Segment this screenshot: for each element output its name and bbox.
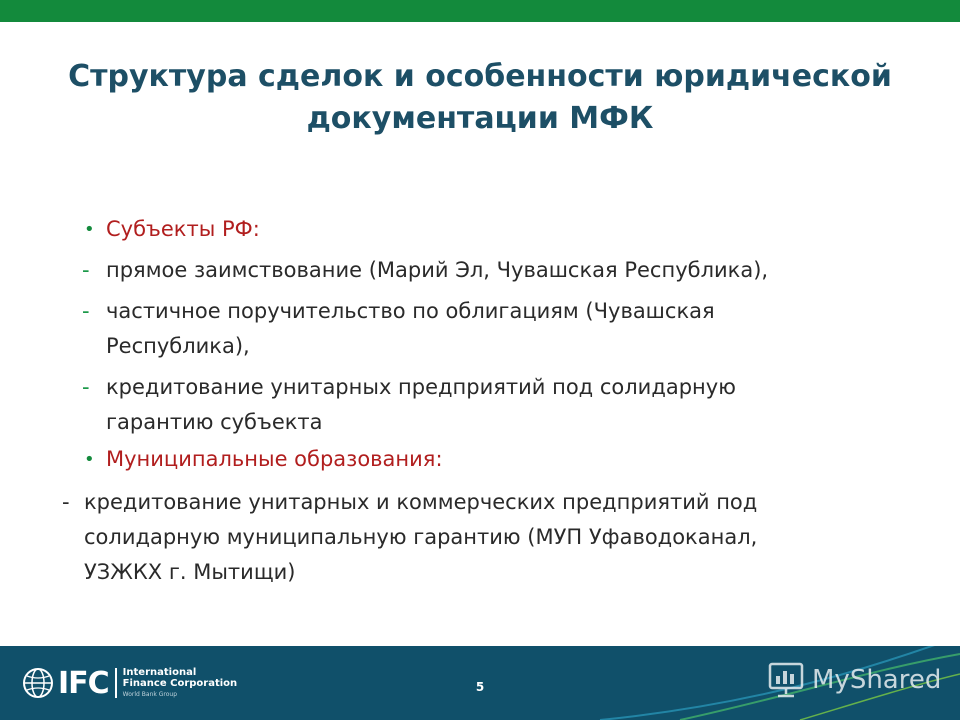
dash-text-line: гарантию субъекта bbox=[106, 410, 323, 434]
dash-text-line: кредитование унитарных предприятий под солидарную bbox=[106, 375, 736, 399]
dash-text-line: солидарную муниципальную гарантию (МУП Уфаводоканал, bbox=[84, 525, 758, 549]
page-number: 5 bbox=[475, 680, 485, 694]
logo-line-3: World Bank Group bbox=[122, 690, 178, 698]
dash-item bbox=[82, 370, 882, 440]
footer-bar bbox=[0, 646, 960, 720]
slide-content bbox=[62, 210, 882, 590]
presentation-icon bbox=[766, 660, 806, 700]
dash-text-line: Республика), bbox=[106, 334, 250, 358]
slide-title bbox=[60, 56, 900, 140]
logo-wordmark bbox=[123, 667, 237, 700]
bullet-item-subjects bbox=[82, 212, 882, 247]
bullet-marker: • bbox=[84, 219, 95, 240]
globe-icon bbox=[22, 667, 54, 699]
dash-item bbox=[62, 485, 882, 590]
dash-marker: - bbox=[62, 490, 70, 514]
dash-text: прямое заимствование (Марий Эл, Чувашская Республика), bbox=[106, 258, 769, 282]
dash-marker: - bbox=[82, 375, 90, 399]
watermark bbox=[766, 660, 941, 700]
dash-text-line: частичное поручительство по облигациям (Чувашская bbox=[106, 299, 715, 323]
logo-line-1: International bbox=[122, 666, 197, 678]
dash-marker: - bbox=[82, 258, 90, 282]
dash-text-line: УЗЖКХ г. Мытищи) bbox=[84, 560, 296, 584]
top-accent-bar bbox=[0, 0, 960, 22]
dash-marker: - bbox=[82, 299, 90, 323]
bullet-text: Муниципальные образования: bbox=[106, 447, 443, 471]
watermark-text: MyShared bbox=[812, 665, 942, 695]
logo-line-2: Finance Corporation bbox=[122, 677, 238, 689]
bullet-marker: • bbox=[84, 449, 95, 470]
title-line-2: документации МФК bbox=[306, 101, 654, 136]
dash-text-line: кредитование унитарных и коммерческих предприятий под bbox=[84, 490, 758, 514]
title-line-1: Структура сделок и особенности юридической bbox=[68, 59, 892, 94]
logo-acronym: IFC bbox=[58, 665, 109, 701]
ifc-logo bbox=[22, 666, 237, 700]
dash-item bbox=[82, 253, 882, 288]
dash-item bbox=[82, 294, 882, 364]
logo-divider bbox=[115, 668, 117, 698]
bullet-item-municipal bbox=[82, 442, 882, 477]
bullet-text: Субъекты РФ: bbox=[106, 217, 260, 241]
